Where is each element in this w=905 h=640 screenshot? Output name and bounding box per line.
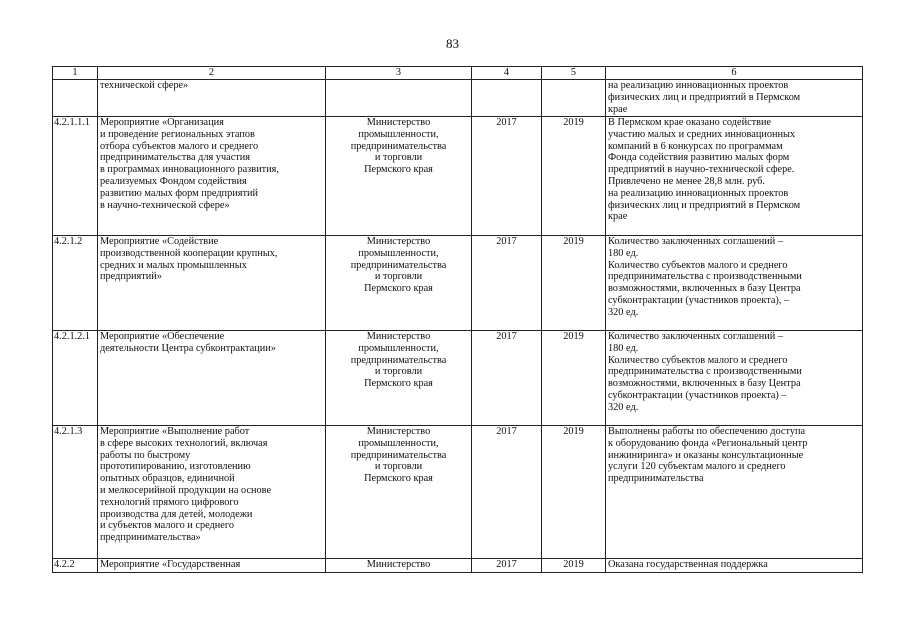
measure-name-cell: технической сфере» (98, 80, 326, 117)
result-cell: Выполнены работы по обеспечению доступа к оборудованию фонда «Региональный центр инжиниринга» и оказаны консультационные услуги 120 субъектам малого и среднего предпринимательства (606, 426, 863, 559)
result-cell: Оказана государственная поддержка (606, 559, 863, 573)
executor-cell: Министерство промышленности, предпринимательства и торговли Пермского края (326, 426, 472, 559)
end-year-cell: 2019 (542, 117, 606, 236)
header-cell: 2 (98, 67, 326, 80)
start-year-cell: 2017 (472, 559, 542, 573)
result-cell: Количество заключенных соглашений – 180 ед. Количество субъектов малого и среднего предпринимательства с производственными возможностями, включенных в базу Центра субконтрактации (участников проекта), – 320 ед. (606, 236, 863, 331)
executor-cell: Министерство промышленности, предпринимательства и торговли Пермского края (326, 236, 472, 331)
executor-cell (326, 80, 472, 117)
end-year-cell: 2019 (542, 236, 606, 331)
measure-name-cell: Мероприятие «Содействие производственной кооперации крупных, средних и малых промышленных предприятий» (98, 236, 326, 331)
start-year-cell: 2017 (472, 117, 542, 236)
header-cell: 6 (606, 67, 863, 80)
row-number-cell: 4.2.1.2 (53, 236, 98, 331)
measure-name-cell: Мероприятие «Обеспечение деятельности Центра субконтрактации» (98, 331, 326, 426)
table-row (53, 426, 863, 559)
measures-table (52, 66, 863, 573)
result-cell: В Пермском крае оказано содействие участию малых и средних инновационных компаний в 6 конкурсах по программам Фонда содействия развитию малых форм предприятий в научно-технической сфере. Привлечено не менее 28,8 млн. руб. на реализацию инновационных проектов физических лиц и предприятий в Пермском крае (606, 117, 863, 236)
end-year-cell: 2019 (542, 426, 606, 559)
start-year-cell (472, 80, 542, 117)
row-number-cell: 4.2.1.3 (53, 426, 98, 559)
result-cell: Количество заключенных соглашений – 180 ед. Количество субъектов малого и среднего предпринимательства с производственными возможностями, включенных в базу Центра субконтрактации (участников проекта) – 320 ед. (606, 331, 863, 426)
header-cell: 4 (472, 67, 542, 80)
row-number-cell: 4.2.1.1.1 (53, 117, 98, 236)
row-number-cell (53, 80, 98, 117)
table-row (53, 117, 863, 236)
table-row (53, 80, 863, 117)
row-number-cell: 4.2.2 (53, 559, 98, 573)
page-number: 83 (446, 36, 459, 51)
executor-cell: Министерство промышленности, предпринимательства и торговли Пермского края (326, 331, 472, 426)
table-row (53, 236, 863, 331)
end-year-cell: 2019 (542, 559, 606, 573)
measure-name-cell: Мероприятие «Государственная (98, 559, 326, 573)
start-year-cell: 2017 (472, 236, 542, 331)
header-cell: 5 (542, 67, 606, 80)
result-cell: на реализацию инновационных проектов физических лиц и предприятий в Пермском крае (606, 80, 863, 117)
row-number-cell: 4.2.1.2.1 (53, 331, 98, 426)
measure-name-cell: Мероприятие «Выполнение работ в сфере высоких технологий, включая работы по быстрому прототипированию, изготовлению опытных образцов, единичной и мелкосерийной продукции на основе технологий прямого цифрового производства для детей, молодежи и субъектов малого и среднего предпринимательства» (98, 426, 326, 559)
table-row (53, 331, 863, 426)
end-year-cell: 2019 (542, 331, 606, 426)
measure-name-cell: Мероприятие «Организация и проведение региональных этапов отбора субъектов малого и среднего предпринимательства для участия в программах инновационного развития, реализуемых Фондом содействия развитию малых форм предприятий в научно-технической сфере» (98, 117, 326, 236)
end-year-cell (542, 80, 606, 117)
executor-cell: Министерство (326, 559, 472, 573)
start-year-cell: 2017 (472, 331, 542, 426)
executor-cell: Министерство промышленности, предпринимательства и торговли Пермского края (326, 117, 472, 236)
header-cell: 1 (53, 67, 98, 80)
table-row (53, 559, 863, 573)
start-year-cell: 2017 (472, 426, 542, 559)
header-cell: 3 (326, 67, 472, 80)
table-header-row (53, 67, 863, 80)
